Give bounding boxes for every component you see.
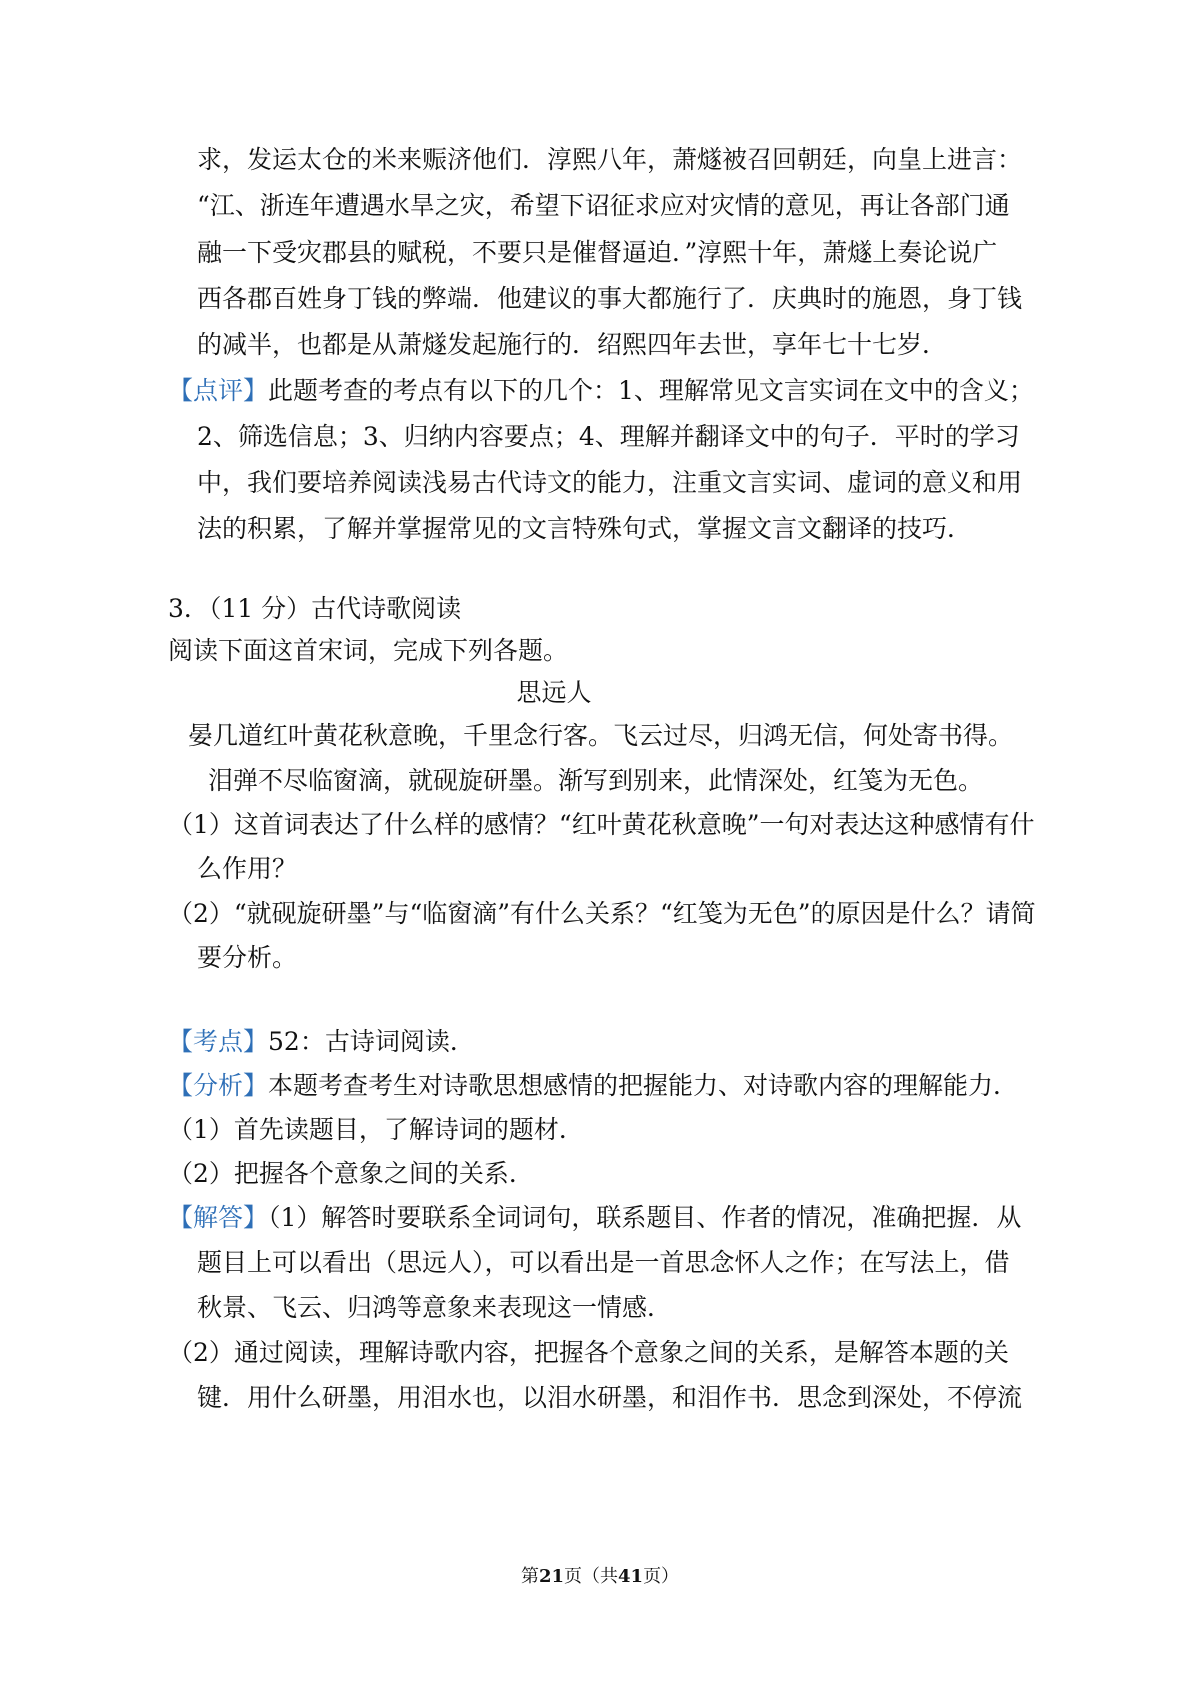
fenxi-text: 本题考查考生对诗歌思想感情的把握能力、对诗歌内容的理解能力． [268,1071,1019,1100]
sub-question: 要分析。 [197,943,298,972]
poem-line: 晏几道红叶黄花秋意晚，千里念行客。飞云过尽，归鸿无信，何处寄书得。 [188,721,1014,750]
paragraph-line: 融一下受灾郡县的赋税，不要只是催督逼迫．”淳熙十年，萧燧上奏论说广 [197,238,998,267]
kaodian-text: 52：古诗词阅读． [268,1027,475,1056]
footer-page-number: 21 [538,1566,564,1587]
jieda-line: 秋景、飞云、归鸿等意象来表现这一情感． [197,1293,673,1322]
fenxi-line [168,1069,1018,1103]
comment-line: 法的积累，了解并掌握常见的文言特殊句式，掌握文言文翻译的技巧． [197,514,973,543]
footer-middle: 页（共 [564,1566,618,1587]
footer-suffix: 页） [643,1566,680,1587]
fenxi-tag: 【分析】 [168,1071,269,1100]
jieda-tag: 【解答】 [168,1203,269,1232]
jieda-line: 题目上可以看出（思远人），可以看出是一首思念怀人之作；在写法上，借 [197,1248,1010,1277]
poem-line: 泪弹不尽临窗滴，就砚旋研墨。渐写到别来，此情深处，红笺为无色。 [208,766,984,795]
page-footer [0,1565,1200,1589]
sub-question: 么作用？ [197,854,298,883]
paragraph-line: 西各郡百姓身丁钱的弊端．他建议的事大都施行了．庆典时的施恩，身丁钱 [197,284,1023,313]
paragraph-line: “江、浙连年遭遇水旱之灾，希望下诏征求应对灾情的意见，再让各部门通 [197,191,1010,220]
paragraph-line: 求，发运太仓的米来赈济他们．淳熙八年，萧燧被召回朝廷，向皇上进言： [197,145,1023,174]
comment-text: 此题考查的考点有以下的几个：1、理解常见文言实词在文中的含义； [268,376,1034,405]
jieda-line: （2）通过阅读，理解诗歌内容，把握各个意象之间的关系，是解答本题的关 [168,1338,1009,1367]
jieda-text: （1）解答时要联系全词词句，联系题目、作者的情况，准确把握．从 [268,1203,1022,1232]
comment-tag: 【点评】 [168,376,269,405]
paragraph-line: 的减半，也都是从萧燧发起施行的．绍熙四年去世，享年七十七岁． [197,330,948,359]
comment-line: 中，我们要培养阅读浅易古代诗文的能力，注重文言实词、虚词的意义和用 [197,468,1023,497]
sub-question: （2）“就砚旋研墨”与“临窗滴”有什么关系？“红笺为无色”的原因是什么？请简 [168,899,1036,928]
poem-title: 思远人 [516,678,592,707]
footer-total-pages: 41 [618,1566,644,1587]
comment-line: 2、筛选信息；3、归纳内容要点；4、理解并翻译文中的句子．平时的学习 [197,422,1020,451]
comment-line [168,374,1034,408]
question-instruction: 阅读下面这首宋词，完成下列各题。 [168,636,569,665]
jieda-line: 键．用什么研墨，用泪水也，以泪水研墨，和泪作书．思念到深处，不停流 [197,1383,1023,1412]
fenxi-item: （1）首先读题目，了解诗词的题材． [168,1115,584,1144]
sub-question: （1）这首词表达了什么样的感情？“红叶黄花秋意晚”一句对表达这种感情有什 [168,810,1035,839]
footer-prefix: 第 [520,1566,539,1587]
fenxi-item: （2）把握各个意象之间的关系． [168,1159,534,1188]
jieda-line [168,1201,1021,1235]
kaodian-line [168,1025,475,1059]
question-heading: 3．（11 分）古代诗歌阅读 [168,594,462,623]
kaodian-tag: 【考点】 [168,1027,269,1056]
